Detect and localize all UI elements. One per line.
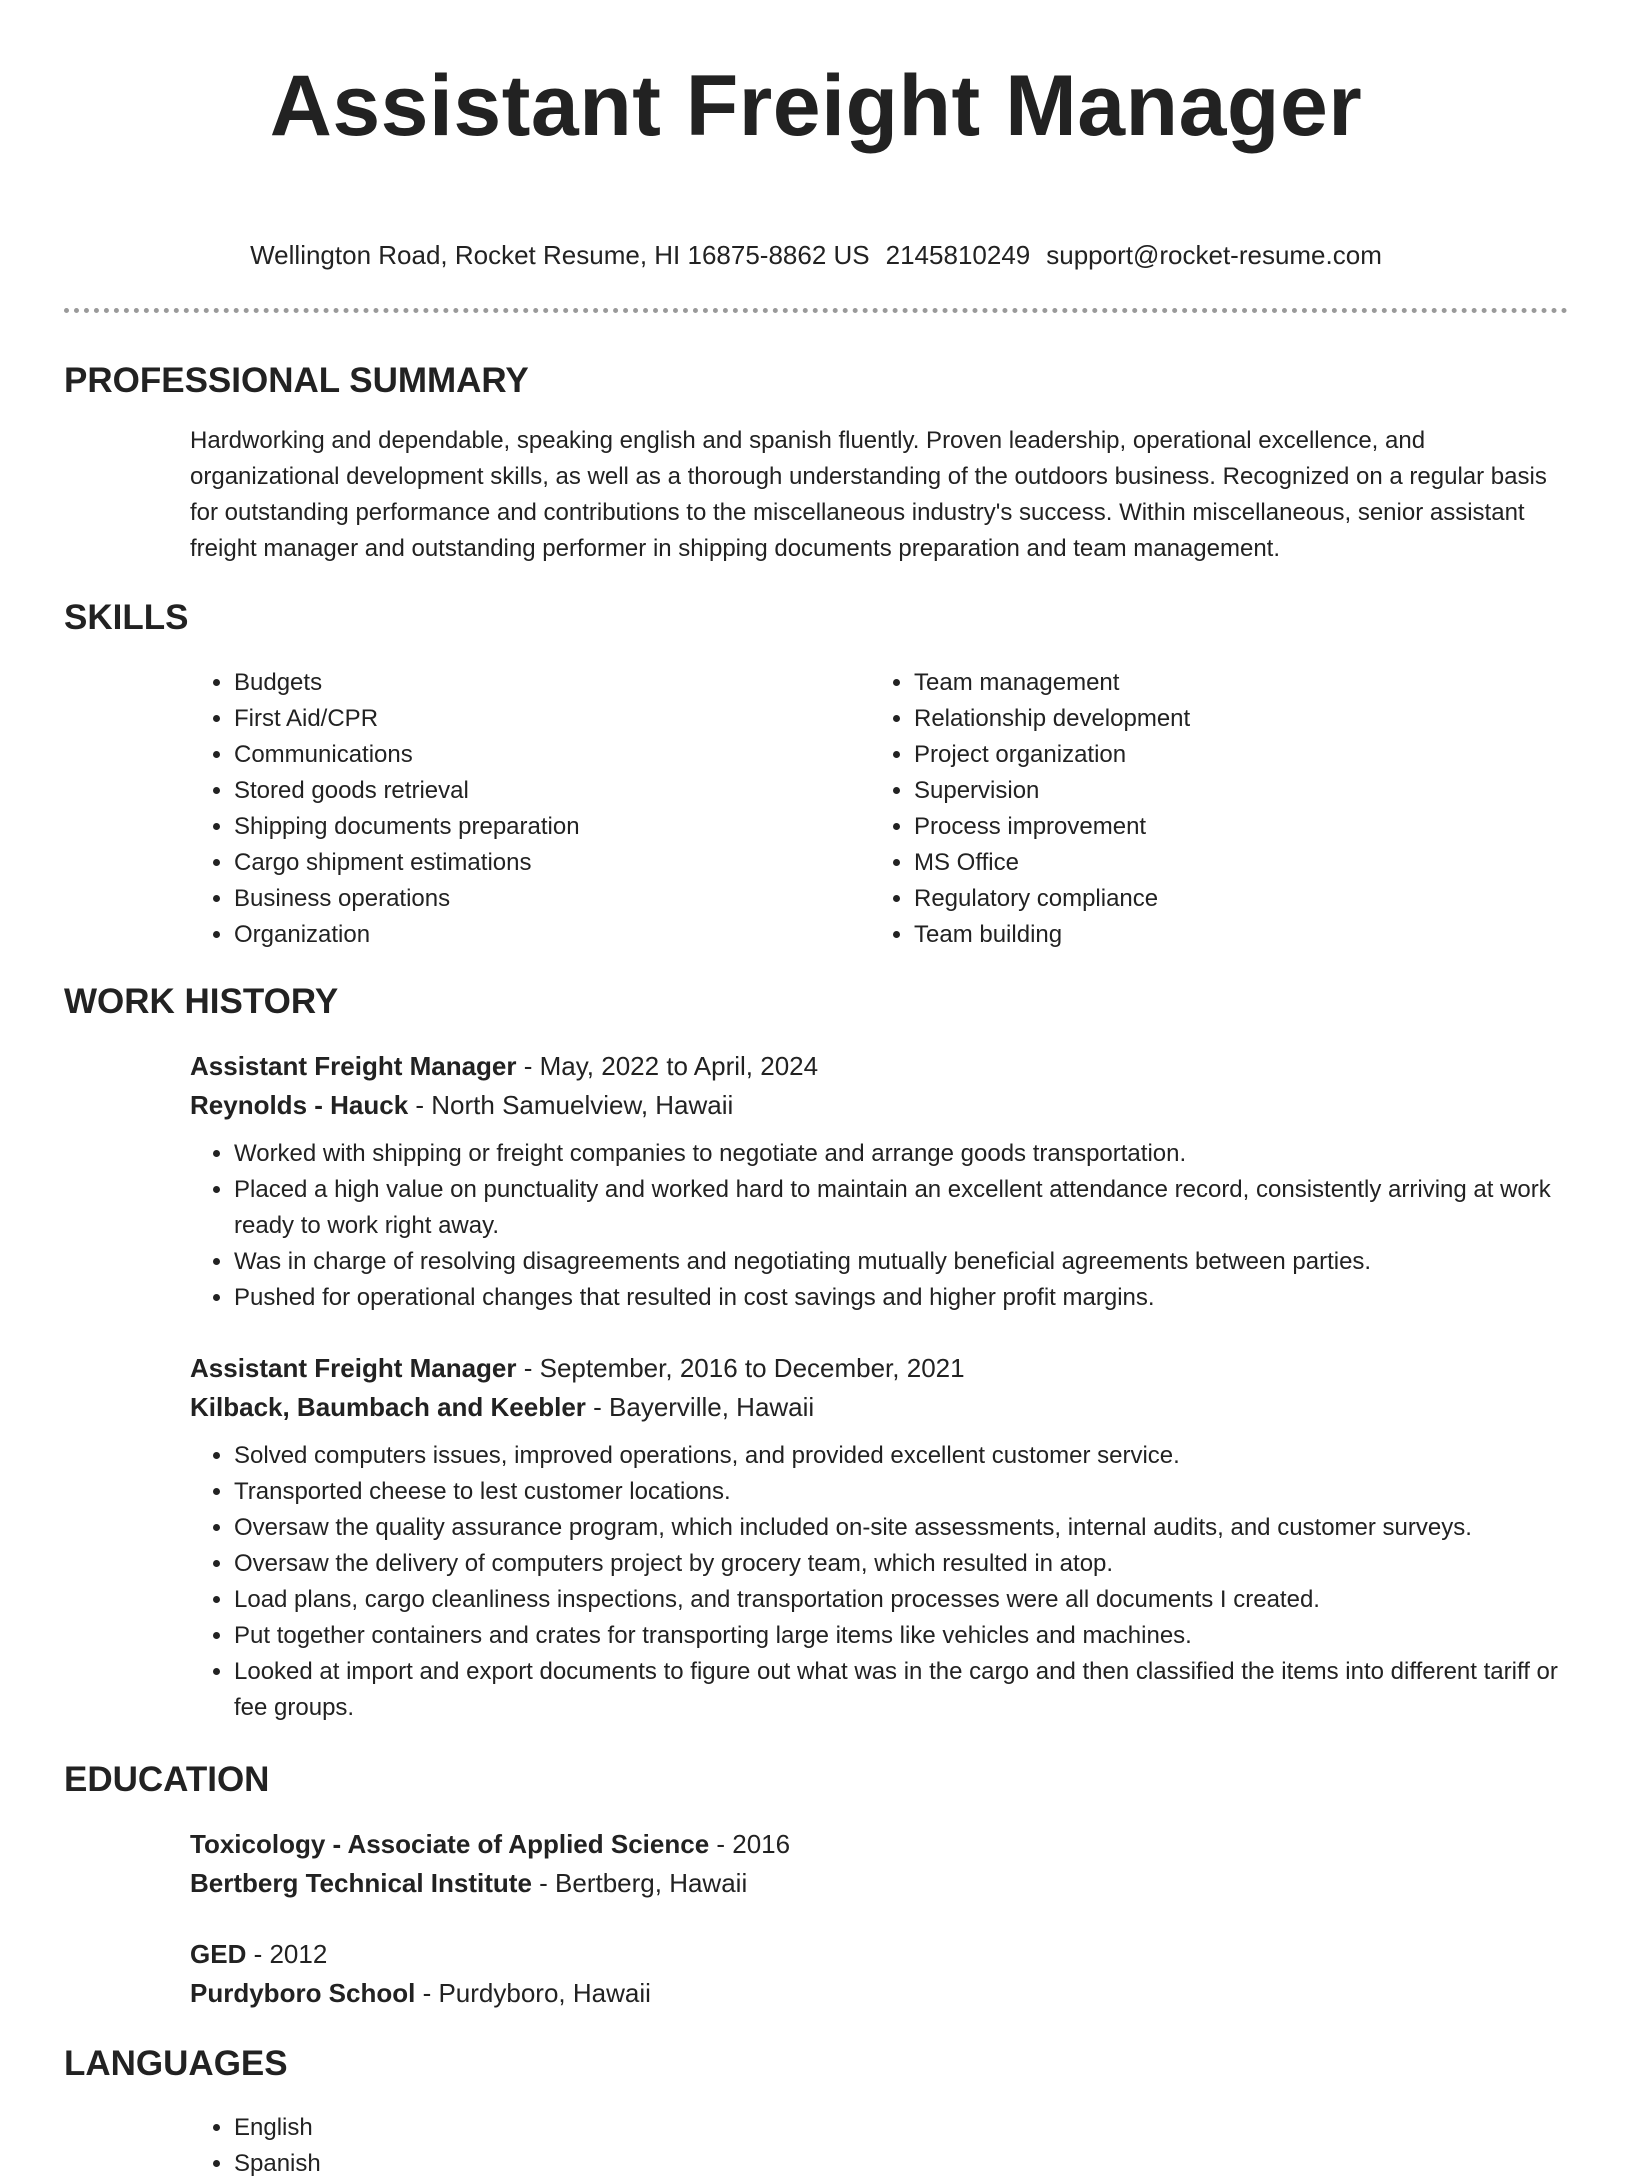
resume-page — [64, 0, 1568, 2182]
job-duty: • Worked with shipping or freight companies to negotiate and arrange goods transportation. — [234, 1136, 1568, 1172]
skill-item: • Cargo shipment estimations — [234, 845, 870, 881]
education-school-line — [190, 1864, 1568, 1903]
section-title-languages: LANGUAGES — [64, 2044, 288, 2083]
job-duty: • Transported cheese to lest customer locations. — [234, 1474, 1568, 1510]
contact-email[interactable]: support@rocket-resume.com — [1046, 240, 1382, 270]
education-degree-line — [190, 1825, 1568, 1864]
skill-item: • Process improvement — [914, 809, 1550, 845]
education-degree: Toxicology - Associate of Applied Science — [190, 1829, 710, 1859]
education-location: - Purdyboro, Hawaii — [415, 1978, 651, 2008]
job-dates: - May, 2022 to April, 2024 — [516, 1051, 819, 1081]
job-duty: • Looked at import and export documents to figure out what was in the cargo and then classified the items into different tariff or fee groups. — [234, 1654, 1568, 1726]
job-duty: • Oversaw the delivery of computers project by grocery team, which resulted in atop. — [234, 1546, 1568, 1582]
education-year: - 2012 — [246, 1939, 328, 1969]
job-role-line — [190, 1047, 1568, 1086]
section-title-work-history: WORK HISTORY — [64, 982, 339, 1021]
section-title-summary: PROFESSIONAL SUMMARY — [64, 361, 529, 400]
education-school: Bertberg Technical Institute — [190, 1868, 532, 1898]
language-item: • English — [234, 2110, 1568, 2146]
contact-line — [64, 234, 1568, 276]
education-school-line — [190, 1974, 1568, 2013]
job-role: Assistant Freight Manager — [190, 1353, 517, 1383]
skills-column-left — [190, 665, 870, 953]
skill-item: • Budgets — [234, 665, 870, 701]
job-role-line — [190, 1349, 1568, 1388]
skill-item: • Relationship development — [914, 701, 1550, 737]
job-dates: - September, 2016 to December, 2021 — [516, 1353, 965, 1383]
skills-list — [190, 665, 1568, 953]
skill-item: • Stored goods retrieval — [234, 773, 870, 809]
skills-column-right — [870, 665, 1550, 953]
skill-item: • First Aid/CPR — [234, 701, 870, 737]
job-entry — [190, 1047, 1568, 1316]
job-duties — [190, 1136, 1568, 1316]
skill-item: • Team management — [914, 665, 1550, 701]
job-company: Reynolds - Hauck — [190, 1090, 409, 1120]
skill-item: • Supervision — [914, 773, 1550, 809]
job-duty: • Solved computers issues, improved operations, and provided excellent customer service. — [234, 1438, 1568, 1474]
education-school: Purdyboro School — [190, 1978, 416, 2008]
job-duties — [190, 1438, 1568, 1726]
skill-item: • Business operations — [234, 881, 870, 917]
skill-item: • Team building — [914, 917, 1550, 953]
section-title-skills: SKILLS — [64, 598, 189, 637]
resume-name: Assistant Freight Manager — [269, 58, 1363, 154]
skill-item: • Regulatory compliance — [914, 881, 1550, 917]
job-location: - Bayerville, Hawaii — [585, 1392, 815, 1422]
job-entry — [190, 1349, 1568, 1726]
summary-text: Hardworking and dependable, speaking english and spanish fluently. Proven leadership, operational excellence, and organizational development skills, as well as a thorough understanding of the outdoors business. Recognized on a regular basis for outstanding performance and contributions to the miscellaneous industry's success. Within miscellaneous, senior assistant freight manager and outstanding performer in shipping documents preparation and team management. — [190, 427, 1547, 562]
job-company: Kilback, Baumbach and Keebler — [190, 1392, 586, 1422]
language-item: • Spanish — [234, 2146, 1568, 2182]
education-year: - 2016 — [709, 1829, 791, 1859]
job-duty: • Oversaw the quality assurance program, which included on-site assessments, internal audits, and customer surveys. — [234, 1510, 1568, 1546]
job-duty: • Put together containers and crates for transporting large items like vehicles and machines. — [234, 1618, 1568, 1654]
job-duty: • Pushed for operational changes that resulted in cost savings and higher profit margins. — [234, 1280, 1568, 1316]
section-title-education: EDUCATION — [64, 1760, 270, 1799]
job-duty: • Load plans, cargo cleanliness inspections, and transportation processes were all documents I created. — [234, 1582, 1568, 1618]
contact-address: Wellington Road, Rocket Resume, HI 16875-8862 US — [250, 240, 870, 270]
education-location: - Bertberg, Hawaii — [531, 1868, 748, 1898]
education-degree: GED — [190, 1939, 247, 1969]
education-entry — [190, 1825, 1568, 1903]
skill-item: • Shipping documents preparation — [234, 809, 870, 845]
skill-item: • Communications — [234, 737, 870, 773]
skill-item: • Project organization — [914, 737, 1550, 773]
education-degree-line — [190, 1935, 1568, 1974]
job-company-line — [190, 1388, 1568, 1427]
job-duty: • Was in charge of resolving disagreements and negotiating mutually beneficial agreements between parties. — [234, 1244, 1568, 1280]
languages-list — [190, 2110, 1568, 2182]
education-entry — [190, 1935, 1568, 2013]
skill-item: • Organization — [234, 917, 870, 953]
job-location: - North Samuelview, Hawaii — [408, 1090, 734, 1120]
job-duty: • Placed a high value on punctuality and worked hard to maintain an excellent attendance record, consistently arriving at work ready to work right away. — [234, 1172, 1568, 1244]
job-company-line — [190, 1086, 1568, 1125]
skill-item: • MS Office — [914, 845, 1550, 881]
header-divider — [64, 308, 1568, 313]
contact-phone: 2145810249 — [885, 240, 1031, 270]
job-role: Assistant Freight Manager — [190, 1051, 517, 1081]
